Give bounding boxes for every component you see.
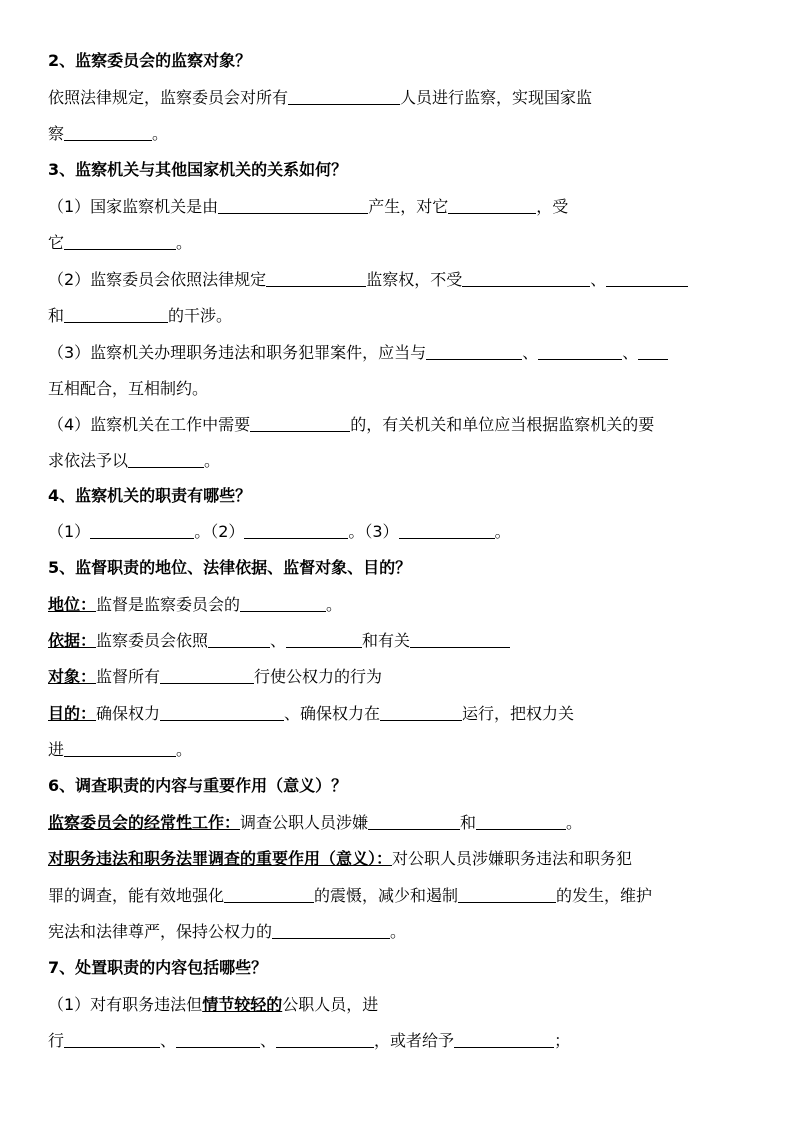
- work-label: 监察委员会的经常性工作：: [48, 813, 241, 832]
- object-label: 对象：: [48, 667, 97, 686]
- blank[interactable]: [208, 631, 270, 648]
- q5-goal: 目的：确保权力 、确保权力在 运行，把权力关: [48, 704, 575, 723]
- blank[interactable]: [286, 631, 362, 648]
- q3-item-2: （2）监察委员会依照法律规定 监察权，不受 、: [48, 269, 688, 291]
- q3-item-3: （3）监察机关办理职务违法和职务犯罪案件，应当与 、 、: [48, 342, 668, 364]
- blank[interactable]: [266, 270, 366, 287]
- blank[interactable]: [288, 88, 400, 105]
- blank[interactable]: [272, 922, 390, 939]
- q6-work: 监察委员会的经常性工作：调查公职人员涉嫌 和 。: [48, 813, 583, 832]
- blank[interactable]: [128, 451, 204, 468]
- q6-role-end: 宪法和法律尊严，保持公权力的 。: [48, 922, 407, 941]
- blank[interactable]: [64, 740, 176, 757]
- q3-item-3-cont: 互相配合，互相制约。: [48, 379, 209, 398]
- blank[interactable]: [276, 1031, 374, 1048]
- q5-status: 地位：监督是监察委员会的 。: [48, 595, 343, 614]
- question-4-heading: 4、监察机关的职责有哪些？: [48, 486, 252, 505]
- blank[interactable]: [368, 813, 460, 830]
- q3-item-1: （1）国家监察机关是由 产生，对它 ，受: [48, 197, 569, 216]
- blank[interactable]: [64, 306, 168, 323]
- blank[interactable]: [176, 1031, 260, 1048]
- blank[interactable]: [380, 704, 462, 721]
- blank[interactable]: [462, 270, 590, 287]
- question-6-heading: 6、调查职责的内容与重要作用（意义）？: [48, 776, 348, 795]
- blank[interactable]: [538, 343, 622, 360]
- q3-item-2-cont: 和 的干涉。: [48, 306, 233, 325]
- blank[interactable]: [244, 522, 348, 539]
- blank[interactable]: [426, 343, 522, 360]
- q3-item-1-cont: 它 。: [48, 233, 193, 252]
- basis-label: 依据：: [48, 631, 97, 650]
- q6-role: 对职务违法和职务法罪调查的重要作用（意义）：对公职人员涉嫌职务违法和职务犯: [48, 849, 633, 868]
- blank[interactable]: [64, 233, 176, 250]
- blank[interactable]: [448, 197, 536, 214]
- q4-items: （1） 。（2） 。（3） 。: [48, 522, 511, 541]
- question-5-heading: 5、监督职责的地位、法律依据、监督对象、目的？: [48, 558, 412, 577]
- q7-item-1-cont: 行 、 、 ，或者给予 ；: [48, 1031, 571, 1050]
- q2-line-1: 依照法律规定，监察委员会对所有 人员进行监察，实现国家监: [48, 88, 593, 107]
- blank[interactable]: [224, 886, 314, 903]
- question-2-heading: 2、监察委员会的监察对象？: [48, 51, 252, 70]
- blank[interactable]: [476, 813, 566, 830]
- blank[interactable]: [638, 343, 668, 360]
- question-7-heading: 7、处置职责的内容包括哪些？: [48, 958, 268, 977]
- blank[interactable]: [240, 595, 326, 612]
- blank[interactable]: [454, 1031, 554, 1048]
- blank[interactable]: [410, 631, 510, 648]
- q5-object: 对象：监督所有 行使公权力的行为: [48, 667, 383, 686]
- emphasis-text: 情节较轻的: [202, 995, 283, 1014]
- question-3-heading: 3、监察机关与其他国家机关的关系如何？: [48, 160, 348, 179]
- q5-goal-cont: 进 。: [48, 740, 193, 759]
- status-label: 地位：: [48, 595, 97, 614]
- blank[interactable]: [64, 124, 152, 141]
- q2-line-2: 察 。: [48, 124, 169, 143]
- q3-item-4-cont: 求依法予以 。: [48, 451, 221, 470]
- blank[interactable]: [64, 1031, 160, 1048]
- blank[interactable]: [160, 704, 284, 721]
- blank[interactable]: [90, 522, 194, 539]
- q5-basis: 依据：监察委员会依照 、 和有关: [48, 630, 510, 652]
- blank[interactable]: [218, 197, 368, 214]
- blank[interactable]: [160, 667, 254, 684]
- q7-item-1: （1）对有职务违法但情节较轻的公职人员，进: [48, 995, 379, 1014]
- blank[interactable]: [399, 522, 495, 539]
- goal-label: 目的：: [48, 704, 97, 723]
- q3-item-4: （4）监察机关在工作中需要 的，有关机关和单位应当根据监察机关的要: [48, 415, 655, 434]
- q6-role-cont: 罪的调查，能有效地强化 的震慑，减少和遏制 的发生，维护: [48, 886, 653, 905]
- blank[interactable]: [458, 886, 556, 903]
- blank[interactable]: [606, 270, 688, 287]
- role-label: 对职务违法和职务法罪调查的重要作用（意义）：: [48, 849, 393, 868]
- blank[interactable]: [250, 415, 350, 432]
